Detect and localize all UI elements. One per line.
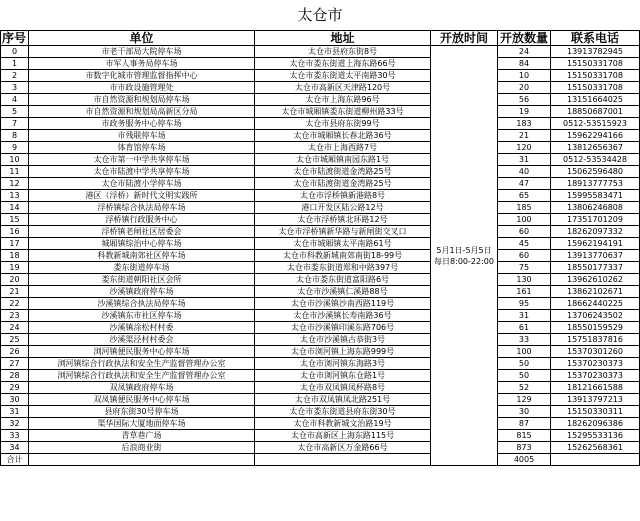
cell-seq: 25 xyxy=(1,334,29,346)
cell-unit: 后浪商业街 xyxy=(29,442,255,454)
cell-unit: 浏河镇综合行政执法和安全生产监督管理办公室 xyxy=(29,370,255,382)
cell-address: 太仓市浮桥镇北环路12号 xyxy=(255,214,431,226)
cell-unit: 市残联停车场 xyxy=(29,130,255,142)
cell-unit: 县府东街30号停车场 xyxy=(29,406,255,418)
cell-count: 50 xyxy=(498,358,551,370)
cell-seq: 19 xyxy=(1,262,29,274)
header-row xyxy=(1,31,640,46)
cell-seq: 28 xyxy=(1,370,29,382)
cell-count: 873 xyxy=(498,442,551,454)
table-row xyxy=(1,358,640,370)
cell-phone: 13913770637 xyxy=(551,250,640,262)
cell-count: 52 xyxy=(498,382,551,394)
table-row xyxy=(1,346,640,358)
cell-phone: 13812656367 xyxy=(551,142,640,154)
cell-unit: 体育馆停车场 xyxy=(29,142,255,154)
cell-unit: 科教新城南郊社区停车场 xyxy=(29,250,255,262)
cell-count: 31 xyxy=(498,310,551,322)
cell-seq: 0 xyxy=(1,46,29,58)
cell-seq: 1 xyxy=(1,58,29,70)
table-row xyxy=(1,202,640,214)
cell-count: 47 xyxy=(498,178,551,190)
cell-count: 50 xyxy=(498,370,551,382)
cell-address: 太仓市浏河镇上海东路999号 xyxy=(255,346,431,358)
cell-address: 太仓市高新区万金路66号 xyxy=(255,442,431,454)
table-row xyxy=(1,274,640,286)
cell-seq: 20 xyxy=(1,274,29,286)
cell-unit: 浮桥镇行政服务中心 xyxy=(29,214,255,226)
page-title: 太仓市 xyxy=(297,6,343,24)
cell-unit: 浏河镇综合行政执法和安全生产监督管理办公室 xyxy=(29,358,255,370)
cell-unit: 浏河镇便民服务中心停车场 xyxy=(29,346,255,358)
cell-unit: 沙溪渠泾村村委会 xyxy=(29,334,255,346)
cell-seq: 21 xyxy=(1,286,29,298)
cell-phone: 0512-53534428 xyxy=(551,154,640,166)
table-row xyxy=(1,334,640,346)
cell-phone: 13913782945 xyxy=(551,46,640,58)
cell-address: 太仓市高新区上海东路115号 xyxy=(255,430,431,442)
cell-count: 183 xyxy=(498,118,551,130)
cell-phone: 18262097332 xyxy=(551,226,640,238)
cell-unit: 沙溪镇东市社区停车场 xyxy=(29,310,255,322)
cell-seq: 18 xyxy=(1,250,29,262)
cell-address: 太仓市上海西路7号 xyxy=(255,142,431,154)
cell-unit: 太仓市第一中学共享停车场 xyxy=(29,154,255,166)
cell-seq: 2 xyxy=(1,70,29,82)
cell-address: 太仓市上海东路96号 xyxy=(255,94,431,106)
cell-seq: 5 xyxy=(1,106,29,118)
cell-phone: 0512-53515923 xyxy=(551,118,640,130)
total-row xyxy=(1,454,640,466)
cell-address: 太仓市沙溪镇古恭街3号 xyxy=(255,334,431,346)
cell-unit: 港区（浮桥）新时代文明实践所 xyxy=(29,190,255,202)
cell-seq: 4 xyxy=(1,94,29,106)
cell-address: 太仓市科教新城南郊南街18-99号 xyxy=(255,250,431,262)
cell-count: 120 xyxy=(498,142,551,154)
cell-count: 40 xyxy=(498,166,551,178)
cell-count: 33 xyxy=(498,334,551,346)
header-unit: 单位 xyxy=(29,31,255,46)
cell-phone: 18913777753 xyxy=(551,178,640,190)
cell-seq: 15 xyxy=(1,214,29,226)
table-row xyxy=(1,190,640,202)
cell-count: 84 xyxy=(498,58,551,70)
cell-hours xyxy=(431,46,498,466)
cell-count: 30 xyxy=(498,406,551,418)
cell-seq: 9 xyxy=(1,142,29,154)
cell-address: 太仓市沙溪镇仁溪路88号 xyxy=(255,286,431,298)
cell-unit: 渠华国际大厦地面停车场 xyxy=(29,418,255,430)
table-row xyxy=(1,70,640,82)
table-row xyxy=(1,130,640,142)
cell-unit: 娄东街道停车场 xyxy=(29,262,255,274)
cell-seq: 27 xyxy=(1,358,29,370)
table-row xyxy=(1,298,640,310)
table-row xyxy=(1,418,640,430)
cell-count: 56 xyxy=(498,94,551,106)
cell-address: 太仓市城厢镇长春北路36号 xyxy=(255,130,431,142)
cell-unit: 市政务服务中心停车场 xyxy=(29,118,255,130)
cell-seq: 31 xyxy=(1,406,29,418)
cell-unit: 市军人事务局停车场 xyxy=(29,58,255,70)
table-row xyxy=(1,154,640,166)
cell-address: 太仓市城厢镇太平南路61号 xyxy=(255,238,431,250)
cell-count: 185 xyxy=(498,202,551,214)
header-seq: 序号 xyxy=(1,31,29,46)
cell-address: 太仓市娄东街道富阳路6号 xyxy=(255,274,431,286)
cell-address: 太仓市科教新城文治路19号 xyxy=(255,418,431,430)
cell-unit: 太仓市陆渡中学共享停车场 xyxy=(29,166,255,178)
cell-unit: 太仓市陆渡小学停车场 xyxy=(29,178,255,190)
cell-unit: 浮桥镇综合执法局停车场 xyxy=(29,202,255,214)
cell-address: 太仓市浮桥镇新华路与新闸街交叉口 xyxy=(255,226,431,238)
cell-count: 100 xyxy=(498,346,551,358)
cell-phone: 18262096386 xyxy=(551,418,640,430)
cell-unit: 沙溪镇政府停车场 xyxy=(29,286,255,298)
cell-address: 太仓市娄东街道太平南路30号 xyxy=(255,70,431,82)
cell-phone: 15262568361 xyxy=(551,442,640,454)
table-row xyxy=(1,58,640,70)
cell-phone: 13962610262 xyxy=(551,274,640,286)
table-row xyxy=(1,394,640,406)
cell-unit: 青草巷广场 xyxy=(29,430,255,442)
table-row xyxy=(1,82,640,94)
cell-count: 60 xyxy=(498,250,551,262)
cell-seq: 3 xyxy=(1,82,29,94)
cell-unit: 沙溪镇涂松村村委 xyxy=(29,322,255,334)
cell-address: 太仓市高新区天津路120号 xyxy=(255,82,431,94)
cell-seq: 7 xyxy=(1,118,29,130)
cell-seq: 30 xyxy=(1,394,29,406)
cell-unit: 沙溪镇综合执法局停车场 xyxy=(29,298,255,310)
cell-phone: 13706243502 xyxy=(551,310,640,322)
cell-unit: 城厢镇综治中心停车场 xyxy=(29,238,255,250)
total-count: 4005 xyxy=(498,454,551,466)
cell-count: 45 xyxy=(498,238,551,250)
cell-address: 太仓市双凤镇凤杯路8号 xyxy=(255,382,431,394)
cell-phone: 15150330311 xyxy=(551,406,640,418)
table-row xyxy=(1,94,640,106)
table-row xyxy=(1,214,640,226)
table-body xyxy=(1,46,640,466)
cell-phone: 15370230373 xyxy=(551,358,640,370)
cell-seq: 10 xyxy=(1,154,29,166)
table-row xyxy=(1,262,640,274)
cell-count: 21 xyxy=(498,130,551,142)
cell-unit: 市市政设施管理处 xyxy=(29,82,255,94)
cell-seq: 29 xyxy=(1,382,29,394)
cell-address: 太仓市陆渡街道金湾路25号 xyxy=(255,178,431,190)
table-row xyxy=(1,118,640,130)
hours-daily-time: 每日8:00-22:00 xyxy=(434,256,494,266)
cell-phone: 18850687001 xyxy=(551,106,640,118)
cell-count: 87 xyxy=(498,418,551,430)
cell-phone: 17351701209 xyxy=(551,214,640,226)
hours-date-range: 5月1日-5月5日 xyxy=(436,245,492,255)
cell-phone: 15995583471 xyxy=(551,190,640,202)
cell-seq: 11 xyxy=(1,166,29,178)
cell-phone: 18121661588 xyxy=(551,382,640,394)
cell-seq: 34 xyxy=(1,442,29,454)
cell-count: 60 xyxy=(498,226,551,238)
table-row xyxy=(1,382,640,394)
table-row xyxy=(1,226,640,238)
header-count: 开放数量 xyxy=(498,31,551,46)
cell-phone: 15295533136 xyxy=(551,430,640,442)
cell-address: 太仓市县府东街8号 xyxy=(255,46,431,58)
cell-unit: 市数字化城市管理监督指挥中心 xyxy=(29,70,255,82)
total-empty-address xyxy=(255,454,431,466)
cell-seq: 14 xyxy=(1,202,29,214)
cell-unit: 娄东街道朝阳社区会所 xyxy=(29,274,255,286)
cell-count: 815 xyxy=(498,430,551,442)
table-row xyxy=(1,370,640,382)
table-row xyxy=(1,442,640,454)
cell-address: 太仓市县府东街99号 xyxy=(255,118,431,130)
cell-seq: 26 xyxy=(1,346,29,358)
cell-phone: 15062596480 xyxy=(551,166,640,178)
cell-phone: 13862102671 xyxy=(551,286,640,298)
cell-address: 太仓市浮桥镇新港路8号 xyxy=(255,190,431,202)
cell-seq: 23 xyxy=(1,310,29,322)
cell-phone: 15150331708 xyxy=(551,82,640,94)
cell-address: 太仓市娄东街道郑和中路397号 xyxy=(255,262,431,274)
cell-seq: 8 xyxy=(1,130,29,142)
table-row xyxy=(1,46,640,58)
table-row xyxy=(1,310,640,322)
table-row xyxy=(1,250,640,262)
table-row xyxy=(1,142,640,154)
cell-phone: 13913797213 xyxy=(551,394,640,406)
cell-count: 75 xyxy=(498,262,551,274)
header-hours: 开放时间 xyxy=(431,31,498,46)
header-address: 地址 xyxy=(255,31,431,46)
cell-phone: 18550159529 xyxy=(551,322,640,334)
total-empty-phone xyxy=(551,454,640,466)
cell-phone: 15751837816 xyxy=(551,334,640,346)
cell-address: 太仓市沙溪镇长寿南路36号 xyxy=(255,310,431,322)
table-row xyxy=(1,238,640,250)
cell-count: 61 xyxy=(498,322,551,334)
cell-address: 太仓市娄东街道上海东路66号 xyxy=(255,58,431,70)
cell-count: 130 xyxy=(498,274,551,286)
parking-table xyxy=(0,30,640,466)
cell-seq: 33 xyxy=(1,430,29,442)
cell-count: 19 xyxy=(498,106,551,118)
cell-unit: 浮桥镇老闸社区居委会 xyxy=(29,226,255,238)
cell-phone: 18662440225 xyxy=(551,298,640,310)
cell-phone: 18550177337 xyxy=(551,262,640,274)
cell-phone: 15150331708 xyxy=(551,58,640,70)
cell-seq: 16 xyxy=(1,226,29,238)
cell-phone: 15962194191 xyxy=(551,238,640,250)
cell-count: 161 xyxy=(498,286,551,298)
cell-address: 太仓市沙溪镇印溪东路706号 xyxy=(255,322,431,334)
cell-count: 95 xyxy=(498,298,551,310)
cell-address: 太仓市城厢镇南园东路1号 xyxy=(255,154,431,166)
cell-count: 24 xyxy=(498,46,551,58)
cell-address: 太仓市浏河镇东仓路1号 xyxy=(255,370,431,382)
cell-phone: 15962294166 xyxy=(551,130,640,142)
table-row xyxy=(1,286,640,298)
cell-address: 太仓市沙溪镇沙南西路119号 xyxy=(255,298,431,310)
cell-address: 太仓市城厢镇娄东街道柳州路33号 xyxy=(255,106,431,118)
header-phone: 联系电话 xyxy=(551,31,640,46)
table-row xyxy=(1,430,640,442)
cell-seq: 13 xyxy=(1,190,29,202)
cell-count: 31 xyxy=(498,154,551,166)
table-row xyxy=(1,322,640,334)
total-label: 合计 xyxy=(1,454,29,466)
cell-seq: 24 xyxy=(1,322,29,334)
cell-seq: 32 xyxy=(1,418,29,430)
cell-seq: 12 xyxy=(1,178,29,190)
cell-address: 太仓市陆渡街道金湾路25号 xyxy=(255,166,431,178)
cell-seq: 22 xyxy=(1,298,29,310)
cell-count: 129 xyxy=(498,394,551,406)
cell-phone: 15370301260 xyxy=(551,346,640,358)
table-row xyxy=(1,406,640,418)
cell-unit: 市自然资源和规划局高新区分局 xyxy=(29,106,255,118)
cell-phone: 15150331708 xyxy=(551,70,640,82)
cell-count: 65 xyxy=(498,190,551,202)
cell-phone: 15370230373 xyxy=(551,370,640,382)
cell-count: 10 xyxy=(498,70,551,82)
cell-address: 太仓市浏河镇东海路3号 xyxy=(255,358,431,370)
cell-unit: 市老干部局大院停车场 xyxy=(29,46,255,58)
cell-address: 港口开发区陆公路12号 xyxy=(255,202,431,214)
table-row xyxy=(1,106,640,118)
cell-address: 太仓市双凤镇凤北路251号 xyxy=(255,394,431,406)
cell-count: 100 xyxy=(498,214,551,226)
table-row xyxy=(1,178,640,190)
cell-seq: 17 xyxy=(1,238,29,250)
cell-count: 20 xyxy=(498,82,551,94)
cell-unit: 双凤镇政府停车场 xyxy=(29,382,255,394)
cell-address: 太仓市娄东街道县府东街30号 xyxy=(255,406,431,418)
cell-phone: 13151664025 xyxy=(551,94,640,106)
cell-phone: 13806246808 xyxy=(551,202,640,214)
cell-unit: 双凤镇便民服务中心停车场 xyxy=(29,394,255,406)
cell-unit: 市自然资源和规划局停车场 xyxy=(29,94,255,106)
total-empty-unit xyxy=(29,454,255,466)
table-row xyxy=(1,166,640,178)
